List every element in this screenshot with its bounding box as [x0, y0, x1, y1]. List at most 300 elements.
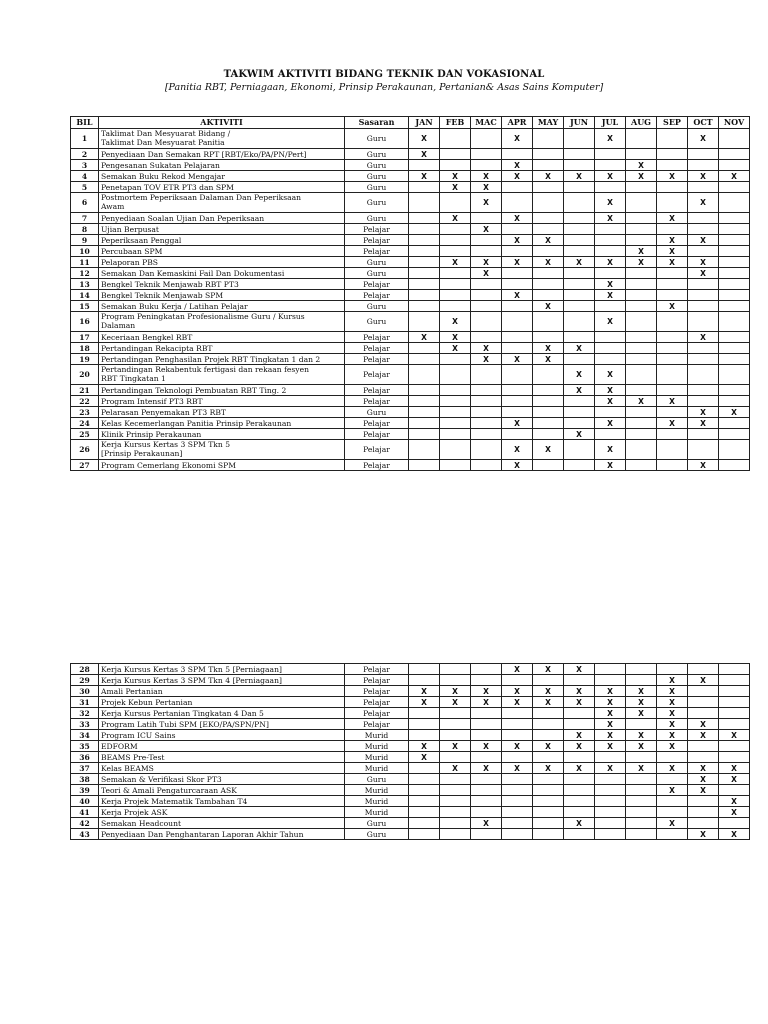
- target-group: Guru: [345, 129, 409, 149]
- month-mark-nov: [719, 301, 750, 312]
- activity-name: Program Peningkatan Profesionalisme Guru / Kursus Dalaman: [99, 312, 345, 332]
- table-row: [71, 807, 750, 818]
- activity-name: BEAMS Pre-Test: [99, 752, 345, 763]
- month-mark-jun: [564, 312, 595, 332]
- month-mark-aug: [626, 418, 657, 429]
- month-mark-jan: [409, 193, 440, 213]
- month-mark-jul: [595, 149, 626, 160]
- row-number: 39: [71, 785, 99, 796]
- month-mark-oct: X: [688, 193, 719, 213]
- month-mark-apr: [502, 279, 533, 290]
- month-mark-oct: [688, 149, 719, 160]
- month-mark-may: [533, 807, 564, 818]
- table-row: [71, 818, 750, 829]
- month-mark-feb: [440, 246, 471, 257]
- month-mark-mac: X: [471, 741, 502, 752]
- month-mark-jul: [595, 235, 626, 246]
- month-mark-feb: [440, 785, 471, 796]
- month-mark-jan: X: [409, 171, 440, 182]
- month-mark-mac: [471, 290, 502, 301]
- month-mark-jun: [564, 354, 595, 365]
- month-mark-nov: [719, 235, 750, 246]
- activity-name: Penetapan TOV ETR PT3 dan SPM: [99, 182, 345, 193]
- month-mark-oct: [688, 246, 719, 257]
- month-mark-feb: [440, 418, 471, 429]
- month-mark-mac: X: [471, 354, 502, 365]
- activity-name: Program Intensif PT3 RBT: [99, 396, 345, 407]
- month-mark-sep: [657, 796, 688, 807]
- column-header: MAY: [533, 117, 564, 129]
- activity-name: Kelas BEAMS: [99, 763, 345, 774]
- month-mark-mac: [471, 279, 502, 290]
- target-group: Pelajar: [345, 719, 409, 730]
- month-mark-nov: [719, 752, 750, 763]
- row-number: 25: [71, 429, 99, 440]
- month-mark-mac: [471, 235, 502, 246]
- month-mark-jan: [409, 774, 440, 785]
- month-mark-jul: X: [595, 686, 626, 697]
- month-mark-jun: [564, 332, 595, 343]
- activity-name: Program ICU Sains: [99, 730, 345, 741]
- row-number: 22: [71, 396, 99, 407]
- row-number: 12: [71, 268, 99, 279]
- activity-name: Projek Kebun Pertanian: [99, 697, 345, 708]
- month-mark-nov: [719, 719, 750, 730]
- target-group: Pelajar: [345, 440, 409, 460]
- month-mark-feb: X: [440, 697, 471, 708]
- target-group: Pelajar: [345, 279, 409, 290]
- column-header: AKTIVITI: [99, 117, 345, 129]
- table-row: [71, 246, 750, 257]
- month-mark-aug: X: [626, 171, 657, 182]
- target-group: Guru: [345, 312, 409, 332]
- month-mark-may: [533, 708, 564, 719]
- row-number: 36: [71, 752, 99, 763]
- month-mark-may: [533, 279, 564, 290]
- month-mark-jan: [409, 268, 440, 279]
- month-mark-mac: [471, 708, 502, 719]
- month-mark-jul: [595, 818, 626, 829]
- activity-name: Semakan Buku Kerja / Latihan Pelajar: [99, 301, 345, 312]
- month-mark-feb: [440, 429, 471, 440]
- month-mark-jun: [564, 407, 595, 418]
- month-mark-nov: [719, 182, 750, 193]
- month-mark-apr: [502, 796, 533, 807]
- month-mark-mac: [471, 440, 502, 460]
- month-mark-oct: [688, 396, 719, 407]
- month-mark-jul: [595, 224, 626, 235]
- month-mark-nov: [719, 193, 750, 213]
- row-number: 14: [71, 290, 99, 301]
- month-mark-jun: X: [564, 741, 595, 752]
- month-mark-may: [533, 332, 564, 343]
- month-mark-jan: [409, 160, 440, 171]
- month-mark-aug: [626, 312, 657, 332]
- month-mark-oct: [688, 807, 719, 818]
- month-mark-mac: X: [471, 686, 502, 697]
- target-group: Pelajar: [345, 418, 409, 429]
- month-mark-jan: [409, 664, 440, 675]
- month-mark-apr: X: [502, 171, 533, 182]
- table-row: [71, 312, 750, 332]
- month-mark-feb: [440, 796, 471, 807]
- month-mark-sep: X: [657, 257, 688, 268]
- month-mark-apr: [502, 343, 533, 354]
- activity-name: Keceriaan Bengkel RBT: [99, 332, 345, 343]
- month-mark-oct: [688, 160, 719, 171]
- month-mark-apr: X: [502, 213, 533, 224]
- month-mark-apr: [502, 708, 533, 719]
- row-number: 18: [71, 343, 99, 354]
- month-mark-sep: [657, 385, 688, 396]
- month-mark-jan: [409, 708, 440, 719]
- target-group: Pelajar: [345, 429, 409, 440]
- activity-name: Semakan Buku Rekod Mengajar: [99, 171, 345, 182]
- month-mark-jan: [409, 807, 440, 818]
- month-mark-jan: [409, 763, 440, 774]
- month-mark-may: [533, 182, 564, 193]
- month-mark-oct: [688, 697, 719, 708]
- month-mark-oct: X: [688, 268, 719, 279]
- month-mark-nov: X: [719, 407, 750, 418]
- month-mark-feb: X: [440, 171, 471, 182]
- row-number: 10: [71, 246, 99, 257]
- month-mark-apr: [502, 730, 533, 741]
- month-mark-nov: [719, 460, 750, 471]
- month-mark-aug: [626, 785, 657, 796]
- month-mark-feb: X: [440, 686, 471, 697]
- month-mark-apr: [502, 193, 533, 213]
- month-mark-nov: [719, 354, 750, 365]
- month-mark-sep: [657, 407, 688, 418]
- month-mark-aug: X: [626, 708, 657, 719]
- month-mark-jan: [409, 182, 440, 193]
- target-group: Murid: [345, 752, 409, 763]
- month-mark-jul: [595, 796, 626, 807]
- month-mark-may: [533, 193, 564, 213]
- target-group: Pelajar: [345, 664, 409, 675]
- month-mark-may: [533, 730, 564, 741]
- table-row: [71, 686, 750, 697]
- month-mark-feb: [440, 396, 471, 407]
- month-mark-oct: X: [688, 332, 719, 343]
- month-mark-jun: [564, 785, 595, 796]
- activity-name: Semakan & Verifikasi Skor PT3: [99, 774, 345, 785]
- activity-name: Ujian Berpusat: [99, 224, 345, 235]
- target-group: Murid: [345, 763, 409, 774]
- month-mark-may: [533, 246, 564, 257]
- target-group: Murid: [345, 807, 409, 818]
- month-mark-mac: [471, 418, 502, 429]
- target-group: Pelajar: [345, 224, 409, 235]
- month-mark-nov: [719, 257, 750, 268]
- month-mark-sep: X: [657, 741, 688, 752]
- month-mark-mac: X: [471, 818, 502, 829]
- row-number: 19: [71, 354, 99, 365]
- month-mark-mac: [471, 396, 502, 407]
- month-mark-jan: [409, 418, 440, 429]
- row-number: 26: [71, 440, 99, 460]
- target-group: Pelajar: [345, 708, 409, 719]
- month-mark-aug: [626, 385, 657, 396]
- month-mark-nov: [719, 343, 750, 354]
- activity-table-part-2: [70, 663, 750, 840]
- month-mark-oct: [688, 343, 719, 354]
- month-mark-jun: [564, 149, 595, 160]
- month-mark-jun: [564, 675, 595, 686]
- month-mark-nov: [719, 785, 750, 796]
- activity-name: Pelarasan Penyemakan PT3 RBT: [99, 407, 345, 418]
- month-mark-nov: X: [719, 829, 750, 840]
- activity-name: Peperiksaan Penggal: [99, 235, 345, 246]
- target-group: Murid: [345, 730, 409, 741]
- month-mark-nov: [719, 818, 750, 829]
- month-mark-aug: [626, 796, 657, 807]
- table-row: [71, 697, 750, 708]
- month-mark-feb: [440, 440, 471, 460]
- table-row: [71, 290, 750, 301]
- month-mark-jul: X: [595, 365, 626, 385]
- month-mark-apr: [502, 675, 533, 686]
- month-mark-jul: [595, 675, 626, 686]
- month-mark-oct: [688, 385, 719, 396]
- month-mark-jan: [409, 785, 440, 796]
- month-mark-feb: X: [440, 312, 471, 332]
- month-mark-may: [533, 675, 564, 686]
- month-mark-jun: [564, 774, 595, 785]
- month-mark-sep: [657, 129, 688, 149]
- month-mark-jan: [409, 213, 440, 224]
- column-header: AUG: [626, 117, 657, 129]
- target-group: Guru: [345, 182, 409, 193]
- target-group: Pelajar: [345, 332, 409, 343]
- month-mark-feb: [440, 279, 471, 290]
- month-mark-jan: [409, 312, 440, 332]
- month-mark-aug: [626, 664, 657, 675]
- month-mark-nov: [719, 312, 750, 332]
- month-mark-jan: [409, 290, 440, 301]
- month-mark-feb: X: [440, 257, 471, 268]
- month-mark-may: X: [533, 763, 564, 774]
- month-mark-jun: [564, 752, 595, 763]
- month-mark-nov: [719, 213, 750, 224]
- month-mark-feb: [440, 730, 471, 741]
- month-mark-apr: X: [502, 697, 533, 708]
- activity-name: Teori & Amali Pengaturcaraan ASK: [99, 785, 345, 796]
- month-mark-sep: [657, 279, 688, 290]
- month-mark-jul: X: [595, 440, 626, 460]
- month-mark-jul: [595, 664, 626, 675]
- activity-name: Program Latih Tubi SPM [EKO/PA/SPN/PN]: [99, 719, 345, 730]
- activity-name: Bengkel Teknik Menjawab SPM: [99, 290, 345, 301]
- month-mark-oct: X: [688, 460, 719, 471]
- month-mark-jan: [409, 246, 440, 257]
- month-mark-nov: [719, 129, 750, 149]
- month-mark-feb: [440, 774, 471, 785]
- month-mark-apr: X: [502, 129, 533, 149]
- column-header: BIL: [71, 117, 99, 129]
- month-mark-jan: [409, 301, 440, 312]
- activity-name: Penyediaan Dan Penghantaran Laporan Akhir Tahun: [99, 829, 345, 840]
- table-row: [71, 396, 750, 407]
- month-mark-sep: X: [657, 213, 688, 224]
- table-row: [71, 235, 750, 246]
- row-number: 37: [71, 763, 99, 774]
- month-mark-feb: [440, 290, 471, 301]
- target-group: Murid: [345, 741, 409, 752]
- month-mark-may: [533, 752, 564, 763]
- month-mark-jun: [564, 129, 595, 149]
- month-mark-nov: [719, 246, 750, 257]
- month-mark-may: X: [533, 235, 564, 246]
- month-mark-jul: X: [595, 257, 626, 268]
- row-number: 3: [71, 160, 99, 171]
- month-mark-nov: [719, 224, 750, 235]
- month-mark-jan: [409, 396, 440, 407]
- month-mark-mac: [471, 785, 502, 796]
- month-mark-oct: X: [688, 774, 719, 785]
- month-mark-jun: [564, 440, 595, 460]
- month-mark-feb: [440, 675, 471, 686]
- month-mark-nov: X: [719, 796, 750, 807]
- month-mark-mac: [471, 365, 502, 385]
- month-mark-may: [533, 407, 564, 418]
- month-mark-jan: [409, 354, 440, 365]
- month-mark-aug: [626, 460, 657, 471]
- month-mark-feb: [440, 385, 471, 396]
- month-mark-aug: [626, 149, 657, 160]
- month-mark-aug: [626, 807, 657, 818]
- row-number: 30: [71, 686, 99, 697]
- month-mark-jan: [409, 730, 440, 741]
- activity-name: Kerja Kursus Kertas 3 SPM Tkn 5 [Prinsip Perakaunan]: [99, 440, 345, 460]
- target-group: Guru: [345, 818, 409, 829]
- month-mark-jul: [595, 785, 626, 796]
- month-mark-sep: [657, 332, 688, 343]
- month-mark-aug: [626, 440, 657, 460]
- month-mark-mac: [471, 730, 502, 741]
- month-mark-jul: X: [595, 719, 626, 730]
- month-mark-oct: X: [688, 719, 719, 730]
- month-mark-nov: [719, 396, 750, 407]
- month-mark-sep: [657, 268, 688, 279]
- month-mark-may: [533, 268, 564, 279]
- table-row: [71, 829, 750, 840]
- month-mark-may: [533, 290, 564, 301]
- column-header: Sasaran: [345, 117, 409, 129]
- month-mark-jun: X: [564, 429, 595, 440]
- table-row: [71, 279, 750, 290]
- month-mark-nov: [719, 149, 750, 160]
- target-group: Guru: [345, 407, 409, 418]
- month-mark-nov: X: [719, 763, 750, 774]
- month-mark-nov: [719, 675, 750, 686]
- activity-name: Pertandingan Rekabentuk fertigasi dan rekaan fesyen RBT Tingkatan 1: [99, 365, 345, 385]
- month-mark-mac: X: [471, 224, 502, 235]
- table-body: [71, 664, 750, 840]
- month-mark-jun: X: [564, 343, 595, 354]
- month-mark-sep: X: [657, 708, 688, 719]
- month-mark-apr: [502, 149, 533, 160]
- month-mark-mac: [471, 807, 502, 818]
- table-body: [71, 129, 750, 471]
- month-mark-jul: [595, 807, 626, 818]
- month-mark-jul: [595, 332, 626, 343]
- month-mark-sep: X: [657, 418, 688, 429]
- month-mark-sep: X: [657, 818, 688, 829]
- month-mark-feb: [440, 664, 471, 675]
- month-mark-sep: X: [657, 246, 688, 257]
- month-mark-jan: X: [409, 686, 440, 697]
- target-group: Guru: [345, 257, 409, 268]
- month-mark-aug: [626, 829, 657, 840]
- month-mark-feb: [440, 301, 471, 312]
- table-row: [71, 774, 750, 785]
- row-number: 2: [71, 149, 99, 160]
- month-mark-may: [533, 160, 564, 171]
- month-mark-jul: X: [595, 460, 626, 471]
- month-mark-jul: [595, 301, 626, 312]
- month-mark-mac: [471, 675, 502, 686]
- month-mark-may: [533, 129, 564, 149]
- activity-table-part-1: [70, 116, 750, 471]
- month-mark-feb: [440, 235, 471, 246]
- row-number: 8: [71, 224, 99, 235]
- month-mark-mac: [471, 312, 502, 332]
- page-title: TAKWIM AKTIVITI BIDANG TEKNIK DAN VOKASIONAL: [223, 69, 545, 80]
- month-mark-mac: [471, 719, 502, 730]
- month-mark-aug: X: [626, 246, 657, 257]
- month-mark-feb: [440, 365, 471, 385]
- activity-name: Taklimat Dan Mesyuarat Bidang / Taklimat Dan Mesyuarat Panitia: [99, 129, 345, 149]
- column-header: NOV: [719, 117, 750, 129]
- activity-name: Klinik Prinsip Perakaunan: [99, 429, 345, 440]
- month-mark-sep: [657, 664, 688, 675]
- month-mark-feb: [440, 407, 471, 418]
- target-group: Pelajar: [345, 396, 409, 407]
- target-group: Guru: [345, 829, 409, 840]
- table-row: [71, 365, 750, 385]
- month-mark-jun: X: [564, 818, 595, 829]
- month-mark-nov: [719, 160, 750, 171]
- row-number: 11: [71, 257, 99, 268]
- month-mark-nov: [719, 664, 750, 675]
- activity-name: Percubaan SPM: [99, 246, 345, 257]
- target-group: Guru: [345, 160, 409, 171]
- month-mark-nov: [719, 440, 750, 460]
- month-mark-oct: X: [688, 418, 719, 429]
- month-mark-apr: [502, 719, 533, 730]
- month-mark-sep: X: [657, 697, 688, 708]
- month-mark-feb: [440, 149, 471, 160]
- month-mark-mac: [471, 829, 502, 840]
- month-mark-nov: [719, 708, 750, 719]
- page-subtitle: [Panitia RBT, Perniagaan, Ekonomi, Prinsip Perakaunan, Pertanian& Asas Sains Komputer]: [164, 82, 604, 93]
- target-group: Pelajar: [345, 460, 409, 471]
- month-mark-may: [533, 149, 564, 160]
- month-mark-feb: [440, 829, 471, 840]
- month-mark-jun: [564, 796, 595, 807]
- month-mark-jun: X: [564, 763, 595, 774]
- month-mark-may: [533, 385, 564, 396]
- month-mark-jul: X: [595, 697, 626, 708]
- activity-name: Pengesanan Sukatan Pelajaran: [99, 160, 345, 171]
- target-group: Pelajar: [345, 290, 409, 301]
- table-row: [71, 385, 750, 396]
- month-mark-may: [533, 829, 564, 840]
- activity-name: Penyediaan Soalan Ujian Dan Peperiksaan: [99, 213, 345, 224]
- row-number: 6: [71, 193, 99, 213]
